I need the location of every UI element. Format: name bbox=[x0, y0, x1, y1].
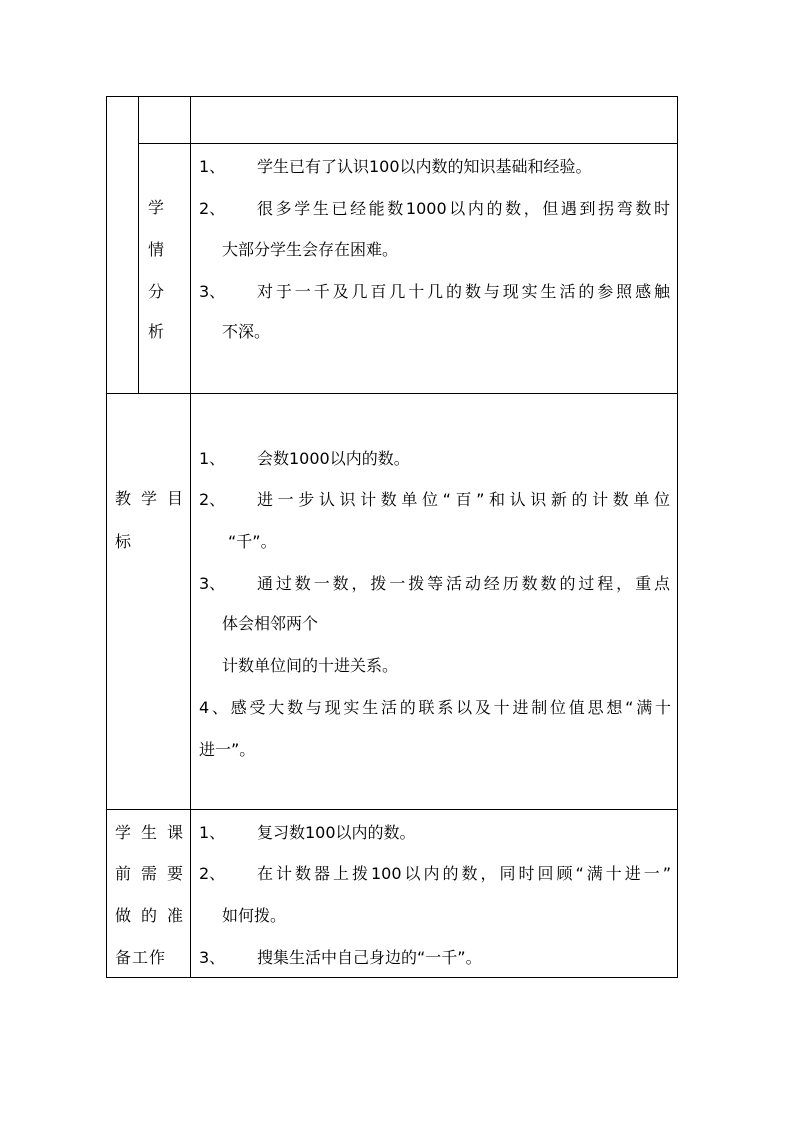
list-number: 2、 bbox=[199, 864, 226, 883]
list-number: 1、 bbox=[199, 823, 226, 842]
label-char: 学 bbox=[148, 198, 165, 217]
label-line: 教 学 目 bbox=[115, 489, 183, 508]
list-item-text: 通过数一数，拨一拨等活动经历数数的过程，重点 bbox=[257, 574, 670, 593]
list-item-text-cont: 如何拨。 bbox=[222, 906, 287, 925]
top-border bbox=[106, 96, 678, 97]
list-item-text: 会数1000以内的数。 bbox=[257, 449, 410, 468]
label-line: 备工作 bbox=[115, 948, 167, 967]
list-item-text-cont: 计数单位间的十进关系。 bbox=[222, 656, 399, 675]
label-line: 学 生 课 bbox=[115, 823, 183, 842]
left-border bbox=[106, 96, 107, 978]
list-item-text: 在计数器上拨100以内的数，同时回顾“满十进一” bbox=[257, 864, 671, 883]
list-number: 1、 bbox=[199, 449, 226, 468]
list-number: 1、 bbox=[199, 157, 226, 176]
label-line: 做 的 准 bbox=[115, 906, 183, 925]
list-item-text: 复习数100以内的数。 bbox=[257, 823, 416, 842]
label-char: 分 bbox=[148, 282, 165, 301]
list-item-text: 4、感受大数与现实生活的联系以及十进制位值思想“满十 bbox=[199, 698, 671, 717]
row1-bottom-border bbox=[138, 143, 678, 144]
inner-left-border bbox=[138, 96, 139, 394]
bottom-border bbox=[106, 977, 678, 978]
row2-bottom-border bbox=[106, 393, 678, 394]
list-item-text: 学生已有了认识100以内数的知识基础和经验。 bbox=[257, 157, 592, 176]
list-number: 2、 bbox=[199, 199, 226, 218]
list-item-text: 搜集生活中自己身边的“一千”。 bbox=[257, 948, 482, 967]
list-item-text-cont: 体会相邻两个 bbox=[222, 614, 319, 633]
list-number: 3、 bbox=[199, 574, 226, 593]
list-item-text-cont: “千”。 bbox=[228, 532, 277, 551]
list-item-text: 进一步认识计数单位“百”和认识新的计数单位 bbox=[257, 490, 670, 509]
row3-bottom-border bbox=[106, 809, 678, 810]
label-column-border bbox=[190, 96, 191, 978]
list-item-text: 对于一千及几百几十几的数与现实生活的参照感触 bbox=[257, 282, 670, 301]
label-char: 析 bbox=[148, 322, 165, 341]
list-item-text-cont: 不深。 bbox=[222, 322, 271, 341]
list-number: 3、 bbox=[199, 282, 226, 301]
list-number: 3、 bbox=[199, 948, 226, 967]
list-item-text: 很多学生已经能数1000以内的数，但遇到拐弯数时 bbox=[257, 199, 670, 218]
label-line: 标 bbox=[115, 532, 132, 551]
list-number: 2、 bbox=[199, 490, 226, 509]
label-line: 前 需 要 bbox=[115, 864, 183, 883]
list-item-text-cont: 进一”。 bbox=[199, 740, 256, 759]
list-item-text-cont: 大部分学生会存在困难。 bbox=[222, 240, 399, 259]
right-border bbox=[677, 96, 678, 978]
label-char: 情 bbox=[148, 240, 165, 259]
